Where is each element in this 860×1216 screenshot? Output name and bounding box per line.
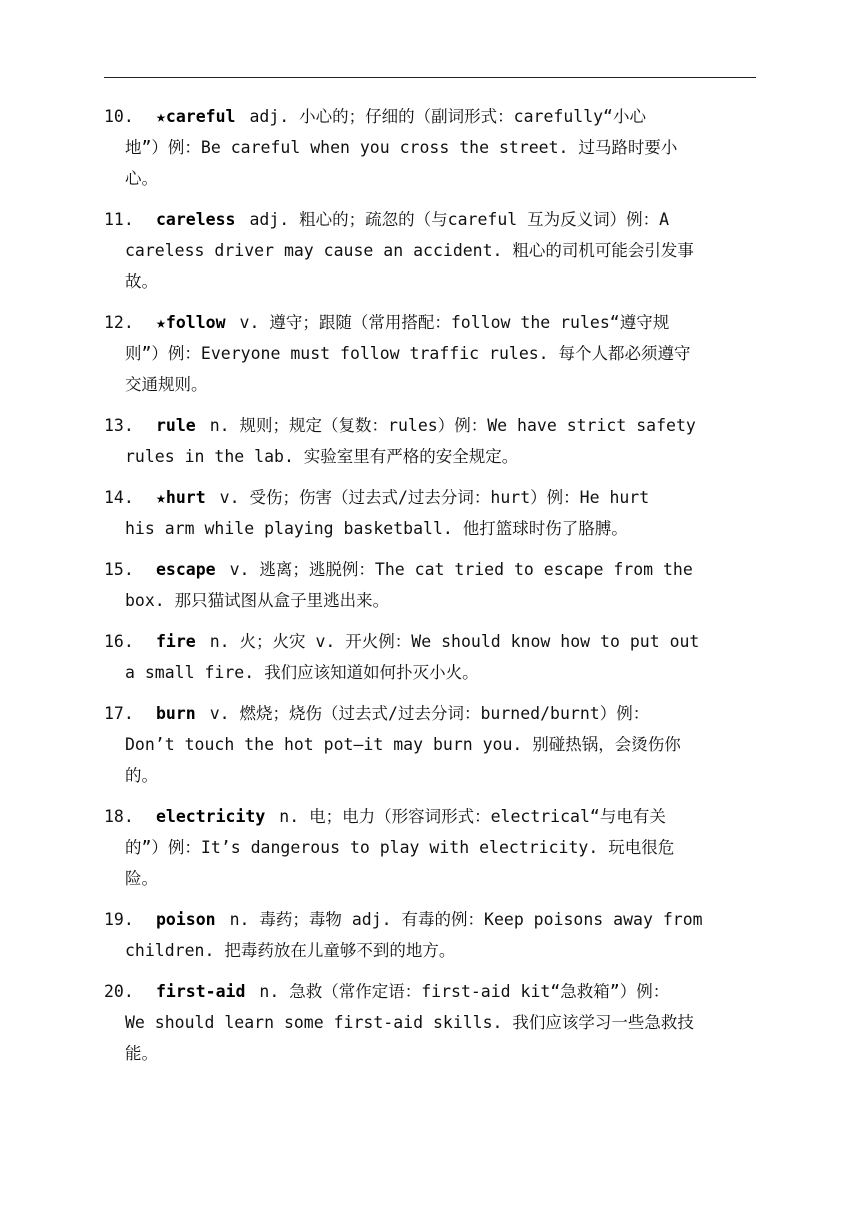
header-rule: [104, 77, 756, 78]
entry-continuation: a small fire. 我们应该知道如何扑灭小火。: [125, 663, 479, 682]
vocab-entry-20: [104, 976, 756, 1069]
vocab-entry-10: [104, 101, 756, 194]
entry-continuation: 能。: [125, 1044, 158, 1063]
entry-word: first-aid: [156, 982, 246, 1001]
entry-definition: v. 遵守；跟随（常用搭配：follow the rules“遵守规: [239, 313, 670, 332]
entry-continuation: 交通规则。: [125, 375, 208, 394]
vocab-entry-16: [104, 626, 756, 688]
entry-number: 19.: [104, 910, 134, 929]
entry-definition: v. 燃烧；烧伤（过去式/过去分词：burned/burnt）例：: [209, 704, 650, 723]
entry-continuation: children. 把毒药放在儿童够不到的地方。: [125, 941, 456, 960]
entry-number: 20.: [104, 982, 134, 1001]
entry-number: 11.: [104, 210, 134, 229]
entry-first-line: [104, 482, 756, 513]
entry-definition: n. 规则；规定（复数：rules）例：We have strict safety: [209, 416, 696, 435]
entry-number: 10.: [104, 107, 134, 126]
entry-continuation: We should learn some first-aid skills. 我们应该学习一些急救技: [125, 1013, 694, 1032]
entry-continuation: 心。: [125, 169, 158, 188]
entry-first-line: [104, 554, 756, 585]
vocab-entry-18: [104, 801, 756, 894]
vocab-entry-12: [104, 307, 756, 400]
entry-definition: n. 毒药；毒物 adj. 有毒的例：Keep poisons away from: [229, 910, 703, 929]
entry-definition: v. 受伤；伤害（过去式/过去分词：hurt）例：He hurt: [219, 488, 650, 507]
entry-number: 18.: [104, 807, 134, 826]
entry-definition: n. 火；火灾 v. 开火例：We should know how to put out: [209, 632, 700, 651]
entry-first-line: [104, 698, 756, 729]
vocabulary-list: [104, 101, 756, 1079]
entry-continuation: rules in the lab. 实验室里有严格的安全规定。: [125, 447, 519, 466]
vocab-entry-13: [104, 410, 756, 472]
entry-definition: v. 逃离；逃脱例：The cat tried to escape from the: [229, 560, 693, 579]
entry-word: poison: [156, 910, 216, 929]
entry-number: 16.: [104, 632, 134, 651]
entry-first-line: [104, 307, 756, 338]
entry-number: 17.: [104, 704, 134, 723]
entry-continuation: Don’t touch the hot pot—it may burn you. 别碰热锅，会烫伤你: [125, 735, 681, 754]
vocab-entry-11: [104, 204, 756, 297]
entry-first-line: [104, 410, 756, 441]
entry-definition: n. 急救（常作定语：first-aid kit“急救箱”）例：: [259, 982, 670, 1001]
entry-word: escape: [156, 560, 216, 579]
vocab-entry-15: [104, 554, 756, 616]
entry-word: ★careful: [156, 107, 236, 126]
entry-definition: adj. 小心的；仔细的（副词形式：carefully“小心: [249, 107, 646, 126]
entry-definition: n. 电；电力（形容词形式：electrical“与电有关: [279, 807, 666, 826]
entry-first-line: [104, 904, 756, 935]
entry-continuation: 地”）例：Be careful when you cross the street. 过马路时要小: [125, 138, 678, 157]
entry-continuation: box. 那只猫试图从盒子里逃出来。: [125, 591, 390, 610]
entry-continuation: 的。: [125, 766, 158, 785]
entry-word: careless: [156, 210, 236, 229]
vocab-entry-19: [104, 904, 756, 966]
entry-word: electricity: [156, 807, 266, 826]
entry-continuation: 的”）例：It’s dangerous to play with electricity. 玩电很危: [125, 838, 675, 857]
entry-first-line: [104, 626, 756, 657]
entry-first-line: [104, 204, 756, 235]
entry-first-line: [104, 801, 756, 832]
entry-number: 13.: [104, 416, 134, 435]
entry-continuation: 则”）例：Everyone must follow traffic rules. 每个人都必须遵守: [125, 344, 691, 363]
entry-number: 14.: [104, 488, 134, 507]
entry-number: 12.: [104, 313, 134, 332]
entry-first-line: [104, 101, 756, 132]
entry-continuation: 险。: [125, 869, 158, 888]
entry-word: ★follow: [156, 313, 226, 332]
entry-word: rule: [156, 416, 196, 435]
vocab-entry-17: [104, 698, 756, 791]
entry-continuation: careless driver may cause an accident. 粗心的司机可能会引发事: [125, 241, 694, 260]
entry-word: ★hurt: [156, 488, 206, 507]
entry-word: burn: [156, 704, 196, 723]
entry-first-line: [104, 976, 756, 1007]
entry-continuation: his arm while playing basketball. 他打篮球时伤了胳膊。: [125, 519, 628, 538]
entry-definition: adj. 粗心的；疏忽的（与careful 互为反义词）例：A: [249, 210, 670, 229]
entry-number: 15.: [104, 560, 134, 579]
vocab-entry-14: [104, 482, 756, 544]
entry-word: fire: [156, 632, 196, 651]
entry-continuation: 故。: [125, 272, 158, 291]
